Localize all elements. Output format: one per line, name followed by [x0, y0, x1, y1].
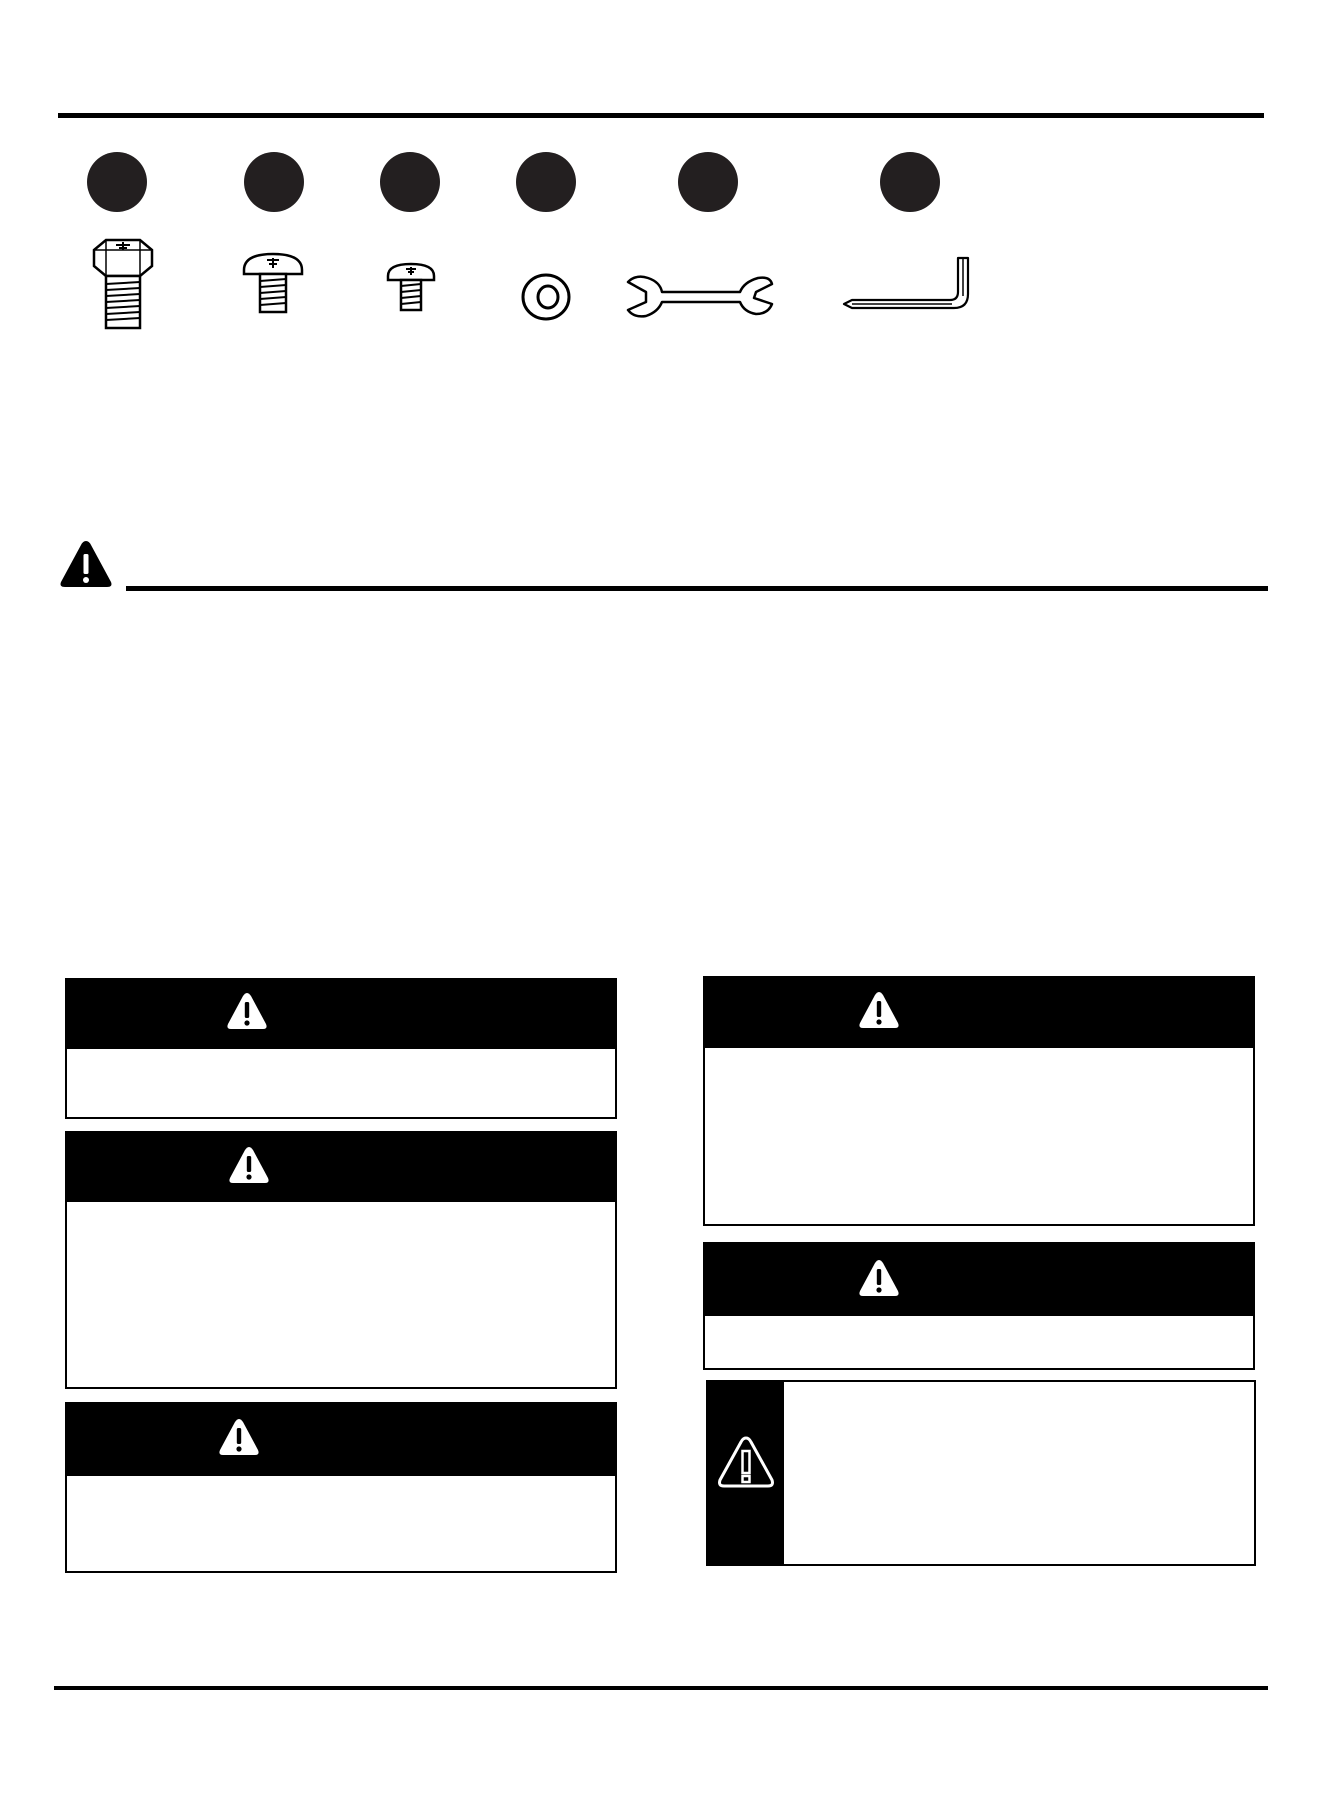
hardware-badge-1: [87, 152, 147, 212]
warning-triangle-icon: [857, 990, 901, 1030]
warning-box-4: [703, 976, 1255, 1226]
hardware-badge-2: [244, 152, 304, 212]
hex-key-icon: [840, 254, 980, 314]
warning-box-1: [65, 978, 617, 1119]
hardware-badge-5: [678, 152, 738, 212]
warning-box-header: [705, 978, 1253, 1048]
hardware-badge-4: [516, 152, 576, 212]
warning-triangle-icon: [225, 991, 269, 1031]
warning-triangle-outline-icon: [716, 1434, 776, 1490]
warning-box-5: [703, 1242, 1255, 1370]
top-rule: [58, 113, 1264, 118]
hardware-badge-6: [880, 152, 940, 212]
warning-triangle-icon: [217, 1417, 261, 1457]
washer-icon: [520, 272, 572, 322]
small-pan-head-screw-icon: [385, 262, 437, 312]
side-warning-bar: [708, 1382, 784, 1564]
warning-triangle-icon: [58, 538, 114, 590]
bottom-rule: [54, 1686, 1268, 1690]
safety-section-rule: [126, 586, 1268, 591]
warning-box-header: [67, 980, 615, 1049]
hex-bolt-icon: [86, 236, 160, 336]
side-warning-notice: [706, 1380, 1256, 1566]
warning-box-header: [67, 1133, 615, 1202]
large-pan-head-screw-icon: [240, 252, 306, 314]
warning-box-header: [67, 1404, 615, 1476]
warning-triangle-icon: [227, 1145, 271, 1185]
warning-triangle-icon: [857, 1258, 901, 1298]
warning-box-2: [65, 1131, 617, 1389]
open-end-wrench-icon: [622, 270, 778, 322]
hardware-badge-3: [380, 152, 440, 212]
warning-box-header: [705, 1244, 1253, 1316]
warning-box-3: [65, 1402, 617, 1573]
